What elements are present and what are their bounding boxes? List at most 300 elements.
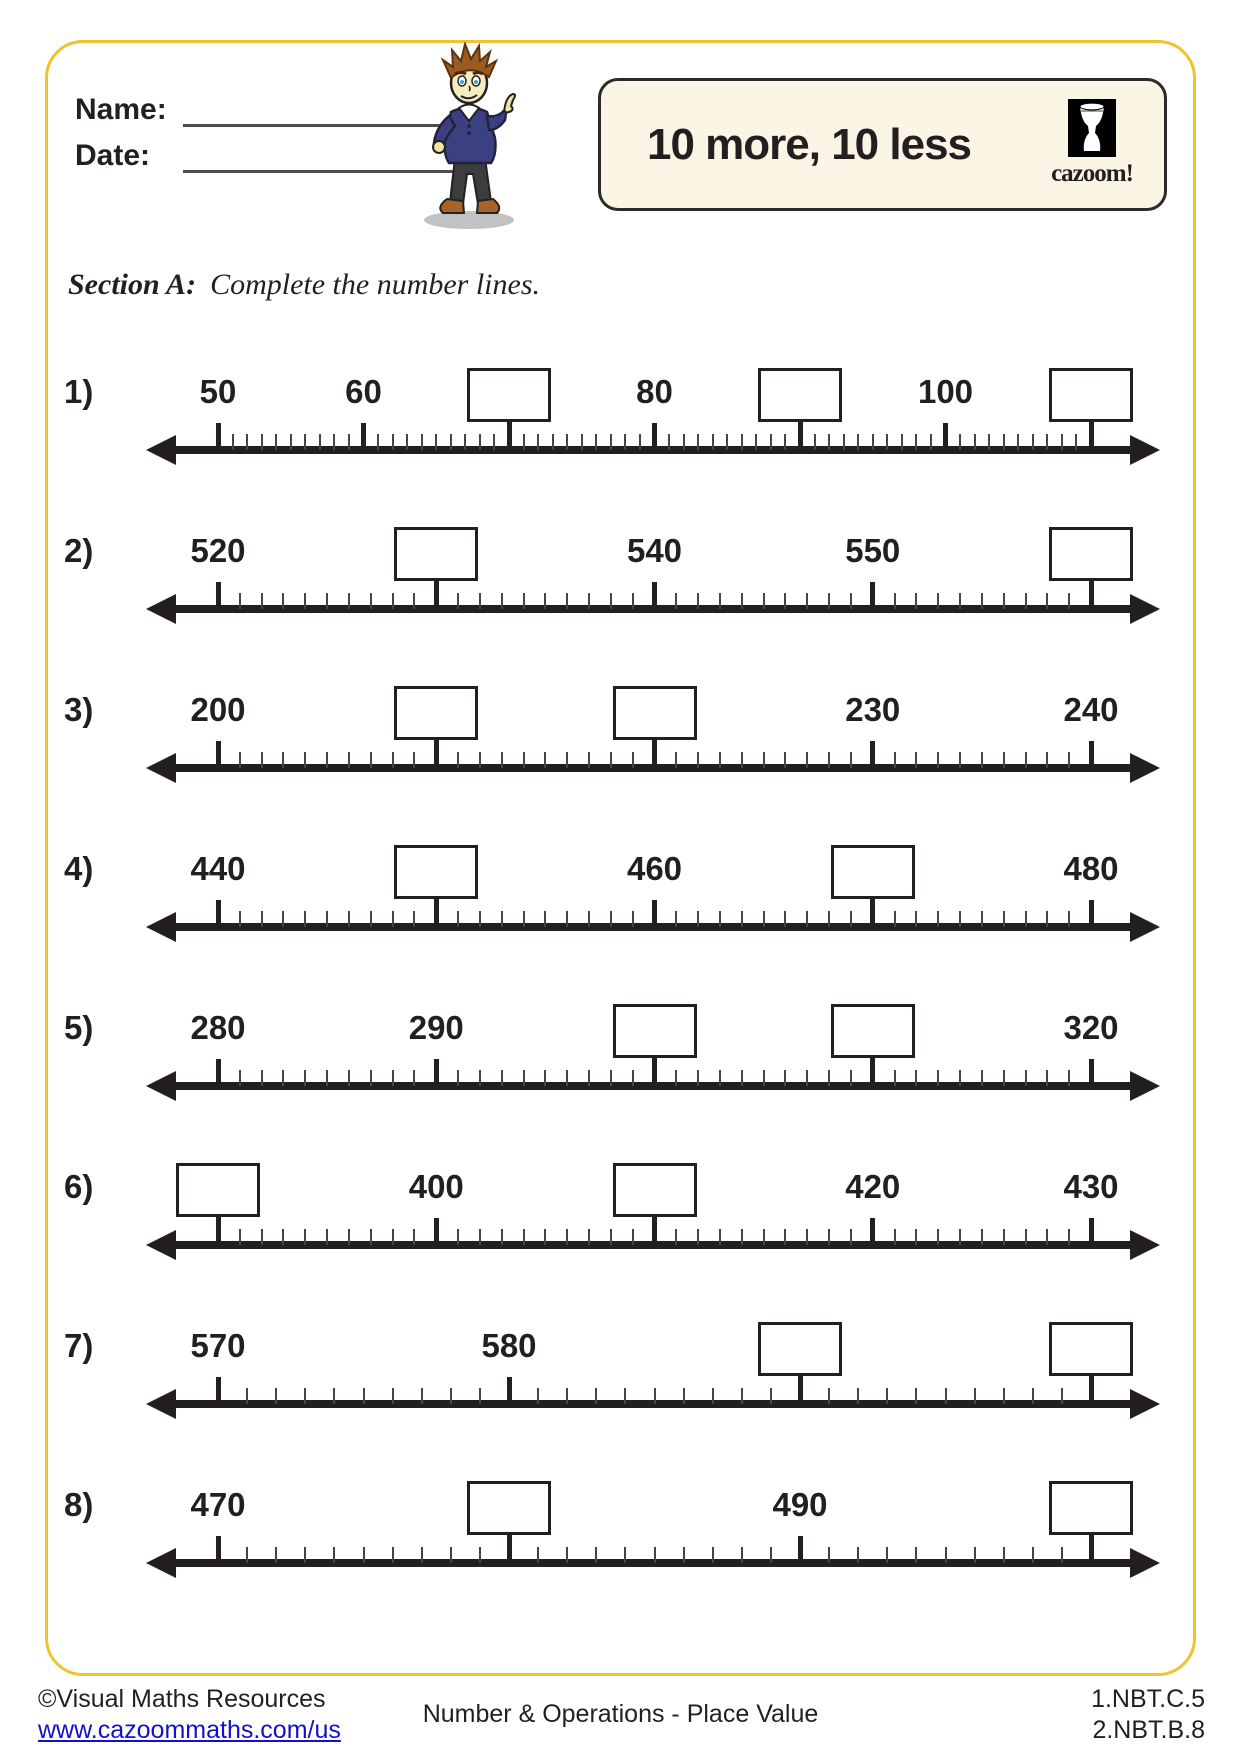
- minor-tick: [632, 1229, 634, 1245]
- minor-tick: [544, 1070, 546, 1086]
- minor-tick: [828, 593, 830, 609]
- minor-tick: [981, 1229, 983, 1245]
- minor-tick: [915, 1229, 917, 1245]
- tick-label: 540: [626, 532, 683, 569]
- minor-tick: [901, 434, 903, 450]
- minor-tick: [377, 434, 379, 450]
- minor-tick: [348, 434, 350, 450]
- arrowhead-left-icon: [146, 594, 176, 624]
- minor-tick: [610, 1229, 612, 1245]
- minor-tick: [1068, 593, 1070, 609]
- answer-box-stem: [1089, 1533, 1094, 1563]
- minor-tick: [413, 593, 415, 609]
- minor-tick: [566, 911, 568, 927]
- answer-box[interactable]: [1049, 1481, 1133, 1535]
- answer-box[interactable]: [1049, 1322, 1133, 1376]
- arrowhead-right-icon: [1130, 435, 1160, 465]
- tick-label: 60: [345, 373, 382, 410]
- minor-tick: [392, 1547, 394, 1563]
- answer-box[interactable]: [613, 1163, 697, 1217]
- name-label: Name:: [75, 93, 167, 126]
- minor-tick: [501, 1229, 503, 1245]
- minor-tick: [741, 752, 743, 768]
- minor-tick: [595, 1388, 597, 1404]
- minor-tick: [261, 1229, 263, 1245]
- arrowhead-left-icon: [146, 1548, 176, 1578]
- answer-box-stem: [434, 738, 439, 768]
- minor-tick: [348, 1070, 350, 1086]
- answer-box-stem: [652, 1056, 657, 1086]
- cazoom-logo: [1046, 99, 1138, 188]
- minor-tick: [588, 752, 590, 768]
- website-link[interactable]: www.cazoommaths.com/us: [38, 1716, 341, 1744]
- minor-tick: [333, 434, 335, 450]
- minor-tick: [566, 1070, 568, 1086]
- minor-tick: [1046, 911, 1048, 927]
- minor-tick: [770, 1547, 772, 1563]
- minor-tick: [974, 1547, 976, 1563]
- minor-tick: [1025, 593, 1027, 609]
- tick-label: 520: [190, 532, 246, 569]
- minor-tick: [304, 1388, 306, 1404]
- answer-box-stem: [434, 897, 439, 927]
- minor-tick: [828, 752, 830, 768]
- answer-box[interactable]: [394, 686, 478, 740]
- minor-tick: [683, 1388, 685, 1404]
- arrowhead-right-icon: [1130, 1548, 1160, 1578]
- minor-tick: [843, 434, 845, 450]
- major-tick: [1089, 1059, 1094, 1086]
- minor-tick: [675, 1070, 677, 1086]
- minor-tick: [552, 434, 554, 450]
- minor-tick: [275, 1547, 277, 1563]
- tick-label: 200: [190, 691, 246, 728]
- answer-box-stem: [507, 1533, 512, 1563]
- minor-tick: [654, 1388, 656, 1404]
- minor-tick: [275, 1388, 277, 1404]
- answer-box[interactable]: [1049, 527, 1133, 581]
- minor-tick: [479, 1070, 481, 1086]
- arrowhead-left-icon: [146, 1230, 176, 1260]
- major-tick: [507, 1377, 512, 1404]
- minor-tick: [1068, 1070, 1070, 1086]
- minor-tick: [894, 593, 896, 609]
- minor-tick: [326, 911, 328, 927]
- minor-tick: [828, 1070, 830, 1086]
- tick-label: 570: [190, 1327, 246, 1364]
- minor-tick: [239, 911, 241, 927]
- minor-tick: [493, 434, 495, 450]
- minor-tick: [850, 593, 852, 609]
- minor-tick: [333, 1547, 335, 1563]
- minor-tick: [304, 1547, 306, 1563]
- tick-label: 430: [1063, 1168, 1119, 1205]
- footer-standards: [1091, 1684, 1205, 1746]
- minor-tick: [763, 1229, 765, 1245]
- minor-tick: [697, 1070, 699, 1086]
- minor-tick: [406, 434, 408, 450]
- answer-box[interactable]: [394, 845, 478, 899]
- minor-tick: [624, 434, 626, 450]
- minor-tick: [246, 434, 248, 450]
- minor-tick: [894, 1070, 896, 1086]
- minor-tick: [421, 1547, 423, 1563]
- minor-tick: [784, 911, 786, 927]
- minor-tick: [282, 752, 284, 768]
- minor-tick: [501, 752, 503, 768]
- minor-tick: [981, 911, 983, 927]
- minor-tick: [937, 911, 939, 927]
- tick-label: 230: [845, 691, 901, 728]
- copyright-text: ©Visual Maths Resources: [38, 1685, 326, 1713]
- minor-tick: [544, 911, 546, 927]
- minor-tick: [523, 434, 525, 450]
- minor-tick: [304, 593, 306, 609]
- answer-box-stem: [870, 1056, 875, 1086]
- minor-tick: [741, 1229, 743, 1245]
- minor-tick: [413, 1070, 415, 1086]
- minor-tick: [1003, 593, 1005, 609]
- minor-tick: [392, 1070, 394, 1086]
- major-tick: [361, 423, 366, 450]
- minor-tick: [1003, 1070, 1005, 1086]
- arrowhead-right-icon: [1130, 1389, 1160, 1419]
- minor-tick: [501, 911, 503, 927]
- major-tick: [216, 900, 221, 927]
- answer-box[interactable]: [176, 1163, 260, 1217]
- minor-tick: [1017, 434, 1019, 450]
- minor-tick: [850, 752, 852, 768]
- answer-box[interactable]: [613, 686, 697, 740]
- minor-tick: [683, 434, 685, 450]
- minor-tick: [239, 593, 241, 609]
- tick-label: 80: [636, 373, 673, 410]
- minor-tick: [784, 752, 786, 768]
- answer-box[interactable]: [1049, 368, 1133, 422]
- minor-tick: [828, 1229, 830, 1245]
- minor-tick: [1046, 1229, 1048, 1245]
- minor-tick: [959, 1229, 961, 1245]
- major-tick: [216, 423, 221, 450]
- minor-tick: [1003, 1388, 1005, 1404]
- arrowhead-right-icon: [1130, 594, 1160, 624]
- minor-tick: [261, 1070, 263, 1086]
- minor-tick: [894, 1229, 896, 1245]
- minor-tick: [457, 752, 459, 768]
- tick-label: 420: [845, 1168, 901, 1205]
- tick-label: 580: [481, 1327, 537, 1364]
- minor-tick: [304, 434, 306, 450]
- cazoom-logo-text: cazoom!: [1051, 160, 1133, 187]
- minor-tick: [261, 434, 263, 450]
- major-tick: [870, 582, 875, 609]
- minor-tick: [894, 911, 896, 927]
- major-tick: [216, 582, 221, 609]
- tick-label: 400: [408, 1168, 464, 1205]
- arrowhead-right-icon: [1130, 753, 1160, 783]
- minor-tick: [523, 1070, 525, 1086]
- minor-tick: [261, 752, 263, 768]
- minor-tick: [1032, 1547, 1034, 1563]
- minor-tick: [304, 1229, 306, 1245]
- answer-box[interactable]: [467, 368, 551, 422]
- minor-tick: [370, 752, 372, 768]
- standard-code-1: 1.NBT.C.5: [1091, 1685, 1205, 1713]
- minor-tick: [850, 1229, 852, 1245]
- minor-tick: [566, 1388, 568, 1404]
- minor-tick: [675, 911, 677, 927]
- minor-tick: [712, 434, 714, 450]
- minor-tick: [348, 911, 350, 927]
- minor-tick: [392, 752, 394, 768]
- arrowhead-left-icon: [146, 435, 176, 465]
- title-box: [598, 78, 1167, 211]
- minor-tick: [282, 1070, 284, 1086]
- minor-tick: [624, 1547, 626, 1563]
- minor-tick: [857, 1388, 859, 1404]
- minor-tick: [719, 593, 721, 609]
- minor-tick: [806, 593, 808, 609]
- minor-tick: [915, 434, 917, 450]
- major-tick: [1089, 741, 1094, 768]
- minor-tick: [523, 752, 525, 768]
- minor-tick: [719, 752, 721, 768]
- minor-tick: [392, 911, 394, 927]
- minor-tick: [937, 1070, 939, 1086]
- minor-tick: [239, 752, 241, 768]
- minor-tick: [1003, 1547, 1005, 1563]
- minor-tick: [959, 434, 961, 450]
- minor-tick: [726, 434, 728, 450]
- minor-tick: [886, 434, 888, 450]
- answer-box-stem: [652, 1215, 657, 1245]
- minor-tick: [523, 1229, 525, 1245]
- minor-tick: [632, 911, 634, 927]
- minor-tick: [413, 1229, 415, 1245]
- minor-tick: [719, 1229, 721, 1245]
- minor-tick: [282, 911, 284, 927]
- djembe-drum-icon: [1068, 99, 1116, 157]
- minor-tick: [1025, 1070, 1027, 1086]
- minor-tick: [1068, 1229, 1070, 1245]
- number-line-bar: [168, 1559, 1136, 1567]
- minor-tick: [828, 1388, 830, 1404]
- minor-tick: [392, 1388, 394, 1404]
- minor-tick: [632, 1070, 634, 1086]
- minor-tick: [581, 434, 583, 450]
- minor-tick: [370, 593, 372, 609]
- minor-tick: [457, 593, 459, 609]
- minor-tick: [421, 1388, 423, 1404]
- minor-tick: [537, 434, 539, 450]
- arrowhead-left-icon: [146, 1389, 176, 1419]
- tick-label: 550: [845, 532, 901, 569]
- minor-tick: [639, 434, 641, 450]
- minor-tick: [1025, 752, 1027, 768]
- minor-tick: [246, 1547, 248, 1563]
- minor-tick: [501, 593, 503, 609]
- answer-box-stem: [652, 738, 657, 768]
- major-tick: [1089, 1218, 1094, 1245]
- minor-tick: [304, 752, 306, 768]
- minor-tick: [915, 1388, 917, 1404]
- major-tick: [434, 1218, 439, 1245]
- minor-tick: [1068, 911, 1070, 927]
- minor-tick: [413, 752, 415, 768]
- minor-tick: [828, 434, 830, 450]
- major-tick: [943, 423, 948, 450]
- minor-tick: [770, 434, 772, 450]
- minor-tick: [784, 593, 786, 609]
- minor-tick: [915, 593, 917, 609]
- minor-tick: [974, 434, 976, 450]
- minor-tick: [741, 911, 743, 927]
- minor-tick: [1003, 434, 1005, 450]
- major-tick: [216, 1377, 221, 1404]
- minor-tick: [537, 1388, 539, 1404]
- answer-box[interactable]: [467, 1481, 551, 1535]
- arrowhead-left-icon: [146, 1071, 176, 1101]
- minor-tick: [741, 1388, 743, 1404]
- minor-tick: [457, 1070, 459, 1086]
- minor-tick: [363, 1547, 365, 1563]
- question-number: 6): [64, 1168, 94, 1205]
- minor-tick: [282, 593, 284, 609]
- minor-tick: [712, 1547, 714, 1563]
- minor-tick: [304, 911, 306, 927]
- number-line-bar: [168, 1400, 1136, 1408]
- minor-tick: [697, 593, 699, 609]
- answer-box-stem: [507, 420, 512, 450]
- question-number: 1): [64, 373, 94, 410]
- minor-tick: [850, 911, 852, 927]
- minor-tick: [239, 1229, 241, 1245]
- minor-tick: [588, 1070, 590, 1086]
- minor-tick: [668, 434, 670, 450]
- answer-box-stem: [798, 420, 803, 450]
- tick-label: 290: [408, 1009, 464, 1046]
- section-instruction: Complete the number lines.: [210, 268, 541, 301]
- minor-tick: [246, 1388, 248, 1404]
- minor-tick: [624, 1388, 626, 1404]
- answer-box[interactable]: [758, 368, 842, 422]
- minor-tick: [857, 1547, 859, 1563]
- minor-tick: [828, 1547, 830, 1563]
- minor-tick: [981, 752, 983, 768]
- minor-tick: [588, 911, 590, 927]
- minor-tick: [326, 1070, 328, 1086]
- major-tick: [216, 1536, 221, 1563]
- minor-tick: [479, 1388, 481, 1404]
- minor-tick: [348, 593, 350, 609]
- minor-tick: [595, 434, 597, 450]
- minor-tick: [675, 1229, 677, 1245]
- minor-tick: [421, 434, 423, 450]
- section-heading: [68, 268, 540, 302]
- minor-tick: [981, 1070, 983, 1086]
- answer-box-stem: [216, 1215, 221, 1245]
- answer-box[interactable]: [613, 1004, 697, 1058]
- minor-tick: [945, 1547, 947, 1563]
- arrowhead-right-icon: [1130, 912, 1160, 942]
- major-tick: [216, 1059, 221, 1086]
- minor-tick: [595, 1547, 597, 1563]
- minor-tick: [239, 1070, 241, 1086]
- minor-tick: [1061, 434, 1063, 450]
- minor-tick: [348, 752, 350, 768]
- minor-tick: [610, 752, 612, 768]
- minor-tick: [326, 752, 328, 768]
- minor-tick: [784, 1229, 786, 1245]
- minor-tick: [974, 1388, 976, 1404]
- minor-tick: [588, 593, 590, 609]
- minor-tick: [1032, 1388, 1034, 1404]
- minor-tick: [697, 911, 699, 927]
- minor-tick: [363, 1388, 365, 1404]
- minor-tick: [1061, 1547, 1063, 1563]
- answer-box[interactable]: [394, 527, 478, 581]
- minor-tick: [937, 593, 939, 609]
- arrowhead-right-icon: [1130, 1230, 1160, 1260]
- minor-tick: [523, 911, 525, 927]
- minor-tick: [501, 1070, 503, 1086]
- minor-tick: [806, 911, 808, 927]
- section-label: Section A:: [68, 268, 197, 301]
- major-tick: [870, 1218, 875, 1245]
- minor-tick: [915, 752, 917, 768]
- minor-tick: [450, 1547, 452, 1563]
- minor-tick: [1003, 1229, 1005, 1245]
- tick-label: 280: [190, 1009, 246, 1046]
- arrowhead-right-icon: [1130, 1071, 1160, 1101]
- arrowhead-left-icon: [146, 912, 176, 942]
- answer-box-stem: [798, 1374, 803, 1404]
- minor-tick: [610, 1070, 612, 1086]
- answer-box[interactable]: [831, 1004, 915, 1058]
- minor-tick: [857, 434, 859, 450]
- minor-tick: [937, 752, 939, 768]
- question-number: 4): [64, 850, 94, 887]
- tick-label: 460: [626, 850, 683, 887]
- minor-tick: [479, 1229, 481, 1245]
- minor-tick: [304, 1070, 306, 1086]
- answer-box[interactable]: [831, 845, 915, 899]
- date-label: Date:: [75, 139, 151, 172]
- minor-tick: [981, 593, 983, 609]
- minor-tick: [275, 434, 277, 450]
- minor-tick: [544, 752, 546, 768]
- minor-tick: [319, 434, 321, 450]
- minor-tick: [959, 593, 961, 609]
- tick-label: 50: [199, 373, 237, 410]
- minor-tick: [566, 1547, 568, 1563]
- question-number: 8): [64, 1486, 94, 1523]
- major-tick: [798, 1536, 803, 1563]
- standard-code-2: 2.NBT.B.8: [1092, 1716, 1205, 1744]
- minor-tick: [1003, 911, 1005, 927]
- minor-tick: [886, 1547, 888, 1563]
- minor-tick: [806, 1229, 808, 1245]
- minor-tick: [930, 434, 932, 450]
- answer-box-stem: [870, 897, 875, 927]
- minor-tick: [392, 434, 394, 450]
- minor-tick: [370, 1070, 372, 1086]
- minor-tick: [770, 1388, 772, 1404]
- minor-tick: [683, 1547, 685, 1563]
- minor-tick: [719, 1070, 721, 1086]
- minor-tick: [566, 752, 568, 768]
- answer-box[interactable]: [758, 1322, 842, 1376]
